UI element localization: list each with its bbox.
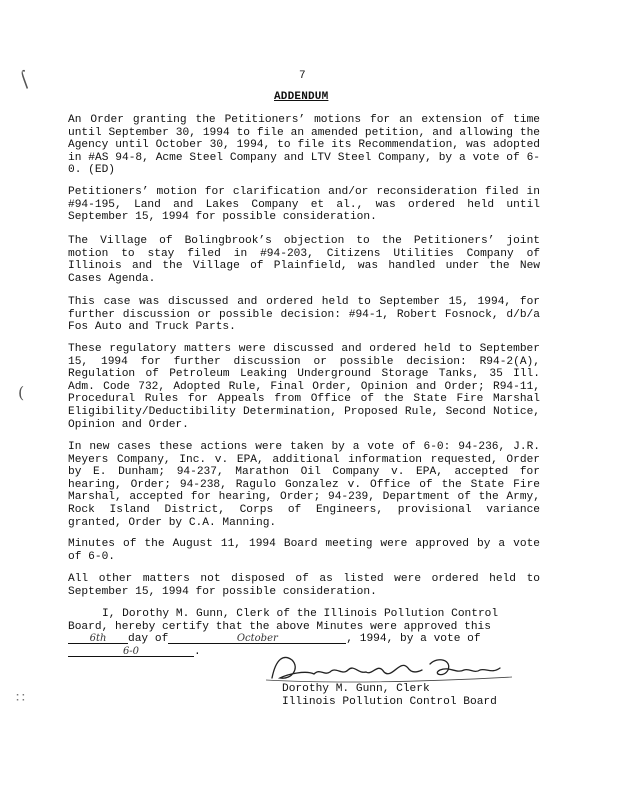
certification-line-1 [68, 608, 548, 621]
margin-mark-icon: ∷ [16, 690, 25, 706]
handwritten-month: October [236, 633, 278, 645]
paragraph-clarification-motion: Petitioners’ motion for clarification and/or reconsideration filed in #94-195, Land and Lakes Company et al., was ordered held until September 15, 1994 for possible consideration. [68, 186, 540, 224]
handwritten-vote: 6-0 [122, 645, 140, 657]
paragraph-minutes-approved: Minutes of the August 11, 1994 Board meeting were approved by a vote of 6-0. [68, 538, 540, 563]
certification-line-1-text: I, Dorothy M. Gunn, Clerk of the Illinois Pollution Control [102, 608, 499, 620]
certification-line-3 [68, 633, 548, 646]
certification-line-2: Board, hereby certify that the above Minutes were approved this [68, 620, 491, 633]
signer-board: Illinois Pollution Control Board [282, 695, 497, 708]
end-period: . [194, 645, 201, 658]
year-vote-text: , 1994, by a vote of [346, 633, 481, 646]
month-blank [168, 633, 346, 644]
vote-blank [68, 646, 194, 657]
handwritten-day: 6th [89, 633, 107, 645]
paragraph-case-held: This case was discussed and ordered held to September 15, 1994, for further discussion or possible decision: #94-1, Robert Fosnock, d/b/a Fos Auto and Truck Parts. [68, 296, 540, 334]
paragraph-extension-order: An Order granting the Petitioners’ motions for an extension of time until September 30, 1994 to file an amended petition, and allowing the Agency until October 30, 1994, to file its Recommendation, was adopted in #AS 94-8, Acme Steel Company and LTV Steel Company, by a vote of 6-0. (ED) [68, 114, 540, 177]
paragraph-regulatory-matters: These regulatory matters were discussed and ordered held to September 15, 1994 for further discussion or possible decision: R94-2(A), Regulation of Petroleum Leaking Underground Storage Tanks, 35 Ill. Adm. Code 732, Adopted Rule, Final Order, Opinion and Order; R94-11, Procedural Rules for Appeals from Office of the State Fire Marshal Eligibility/Deductibility Determination, Proposed Rule, Second Notice, Opinion and Order. [68, 343, 540, 431]
signer-name: Dorothy M. Gunn, Clerk [282, 683, 430, 695]
paragraph-bolingbrook-objection: The Village of Bolingbrook’s objection to the Petitioners’ joint motion to stay filed in #94-203, Citizens Utilities Company of Illinois and the Village of Plainfield, was handled under the New Cases Agenda. [68, 235, 540, 285]
clerk-signature [262, 650, 522, 684]
page-number: 7 [299, 70, 306, 82]
paragraph-other-matters: All other matters not disposed of as listed were ordered held to September 15, 1994 for possible consideration. [68, 573, 540, 598]
signer-block [282, 683, 497, 708]
paragraph-new-cases: In new cases these actions were taken by a vote of 6-0: 94-236, J.R. Meyers Company, Inc. v. EPA, additional information requested, Order by E. Dunham; 94-237, Marathon Oil Company v. EPA, accepted for hearing, Order; 94-238, Ragulo Gonzalez v. Office of the State Fire Marshal, accepted for hearing, Order; 94-239, Department of the Army, Rock Island District, Corps of Engineers, provisional variance granted, Order by C.A. Manning. [68, 441, 540, 529]
day-blank [68, 633, 128, 644]
margin-mark-icon: ⌠ [17, 69, 32, 90]
day-of-text: day of [128, 633, 169, 646]
page-title: ADDENDUM [274, 91, 329, 103]
margin-mark-icon: ( [18, 383, 25, 402]
